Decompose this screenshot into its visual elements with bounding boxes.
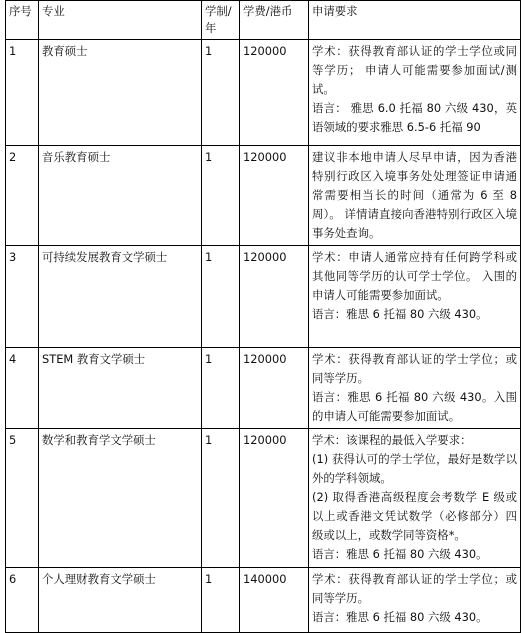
cell-years: 1 — [202, 40, 240, 146]
cell-years: 1 — [202, 568, 240, 633]
cell-requirements — [309, 40, 521, 146]
header-requirements: 申请要求 — [309, 1, 521, 40]
cell-requirements — [309, 568, 521, 633]
cell-fee: 120000 — [240, 146, 309, 246]
cell-index: 6 — [6, 568, 39, 633]
requirement-line: 语言：雅思 6 托福 80 六级 430。 — [312, 610, 488, 624]
cell-fee: 120000 — [240, 348, 309, 429]
requirement-line: 学术：申请人通常应持有任何跨学科或其他同等学历的认可学士学位。 入围的申请人可能需要参加面试。 — [312, 250, 517, 302]
header-years: 学制/年 — [202, 1, 240, 40]
program-table — [5, 0, 521, 633]
cell-requirements — [309, 246, 521, 348]
cell-major: 个人理财教育文学硕士 — [39, 568, 202, 633]
cell-index: 4 — [6, 348, 39, 429]
cell-fee: 120000 — [240, 40, 309, 146]
cell-years: 1 — [202, 246, 240, 348]
cell-major: 音乐教育硕士 — [39, 146, 202, 246]
requirement-line: 建议非本地申请人尽早申请，因为香港特别行政区入境事务处处理签证申请通常需要相当长的时间（通常为 6 至 8 周）。 详情请直接向香港特别行政区入境事务处查询。 — [312, 150, 517, 240]
requirement-line: 语言：雅思 6 托福 80 六级 430。 — [312, 307, 488, 321]
cell-index: 5 — [6, 429, 39, 568]
cell-requirements — [309, 348, 521, 429]
table-header-row — [6, 1, 521, 40]
requirement-line: (2) 取得香港高级程度会考数学 E 级或以上或香港文凭试数学（必修部分）四级或以上，或数学同等资格*。 — [312, 490, 517, 542]
table-row — [6, 429, 521, 568]
cell-fee: 120000 — [240, 429, 309, 568]
cell-index: 3 — [6, 246, 39, 348]
header-major: 专业 — [39, 1, 202, 40]
requirement-line: 语言： 雅思 6.0 托福 80 六级 430，英语领域的要求雅思 6.5-6 托福 90 — [312, 101, 517, 134]
requirement-line: 语言：雅思 6 托福 80 六级 430。入围的申请人可能需要参加面试。 — [312, 390, 517, 423]
header-fee: 学费/港币 — [240, 1, 309, 40]
table-row — [6, 246, 521, 348]
cell-requirements — [309, 429, 521, 568]
requirement-line: 学术：该课程的最低入学要求： — [312, 433, 472, 447]
table-row — [6, 348, 521, 429]
cell-fee: 120000 — [240, 246, 309, 348]
table-row — [6, 146, 521, 246]
cell-major: 数学和教育学文学硕士 — [39, 429, 202, 568]
cell-index: 1 — [6, 40, 39, 146]
cell-major: STEM 教育文学硕士 — [39, 348, 202, 429]
requirement-line: 学术：获得教育部认证的学士学位或同等学历； 申请人可能需要参加面试/测试。 — [312, 44, 517, 96]
cell-major: 教育硕士 — [39, 40, 202, 146]
requirement-line: (1) 获得认可的学士学位，最好是数学以外的学科领域。 — [312, 452, 517, 485]
cell-years: 1 — [202, 348, 240, 429]
cell-major: 可持续发展教育文学硕士 — [39, 246, 202, 348]
table-row — [6, 40, 521, 146]
cell-years: 1 — [202, 146, 240, 246]
cell-years: 1 — [202, 429, 240, 568]
program-table-container — [5, 0, 520, 633]
cell-fee: 140000 — [240, 568, 309, 633]
requirement-line: 语言：雅思 6 托福 80 六级 430。 — [312, 547, 488, 561]
header-index: 序号 — [6, 1, 39, 40]
cell-requirements — [309, 146, 521, 246]
cell-index: 2 — [6, 146, 39, 246]
requirement-line: 学术：获得教育部认证的学士学位；或同等学历。 — [312, 572, 517, 605]
table-row — [6, 568, 521, 633]
requirement-line: 学术：获得教育部认证的学士学位；或同等学历。 — [312, 352, 517, 385]
